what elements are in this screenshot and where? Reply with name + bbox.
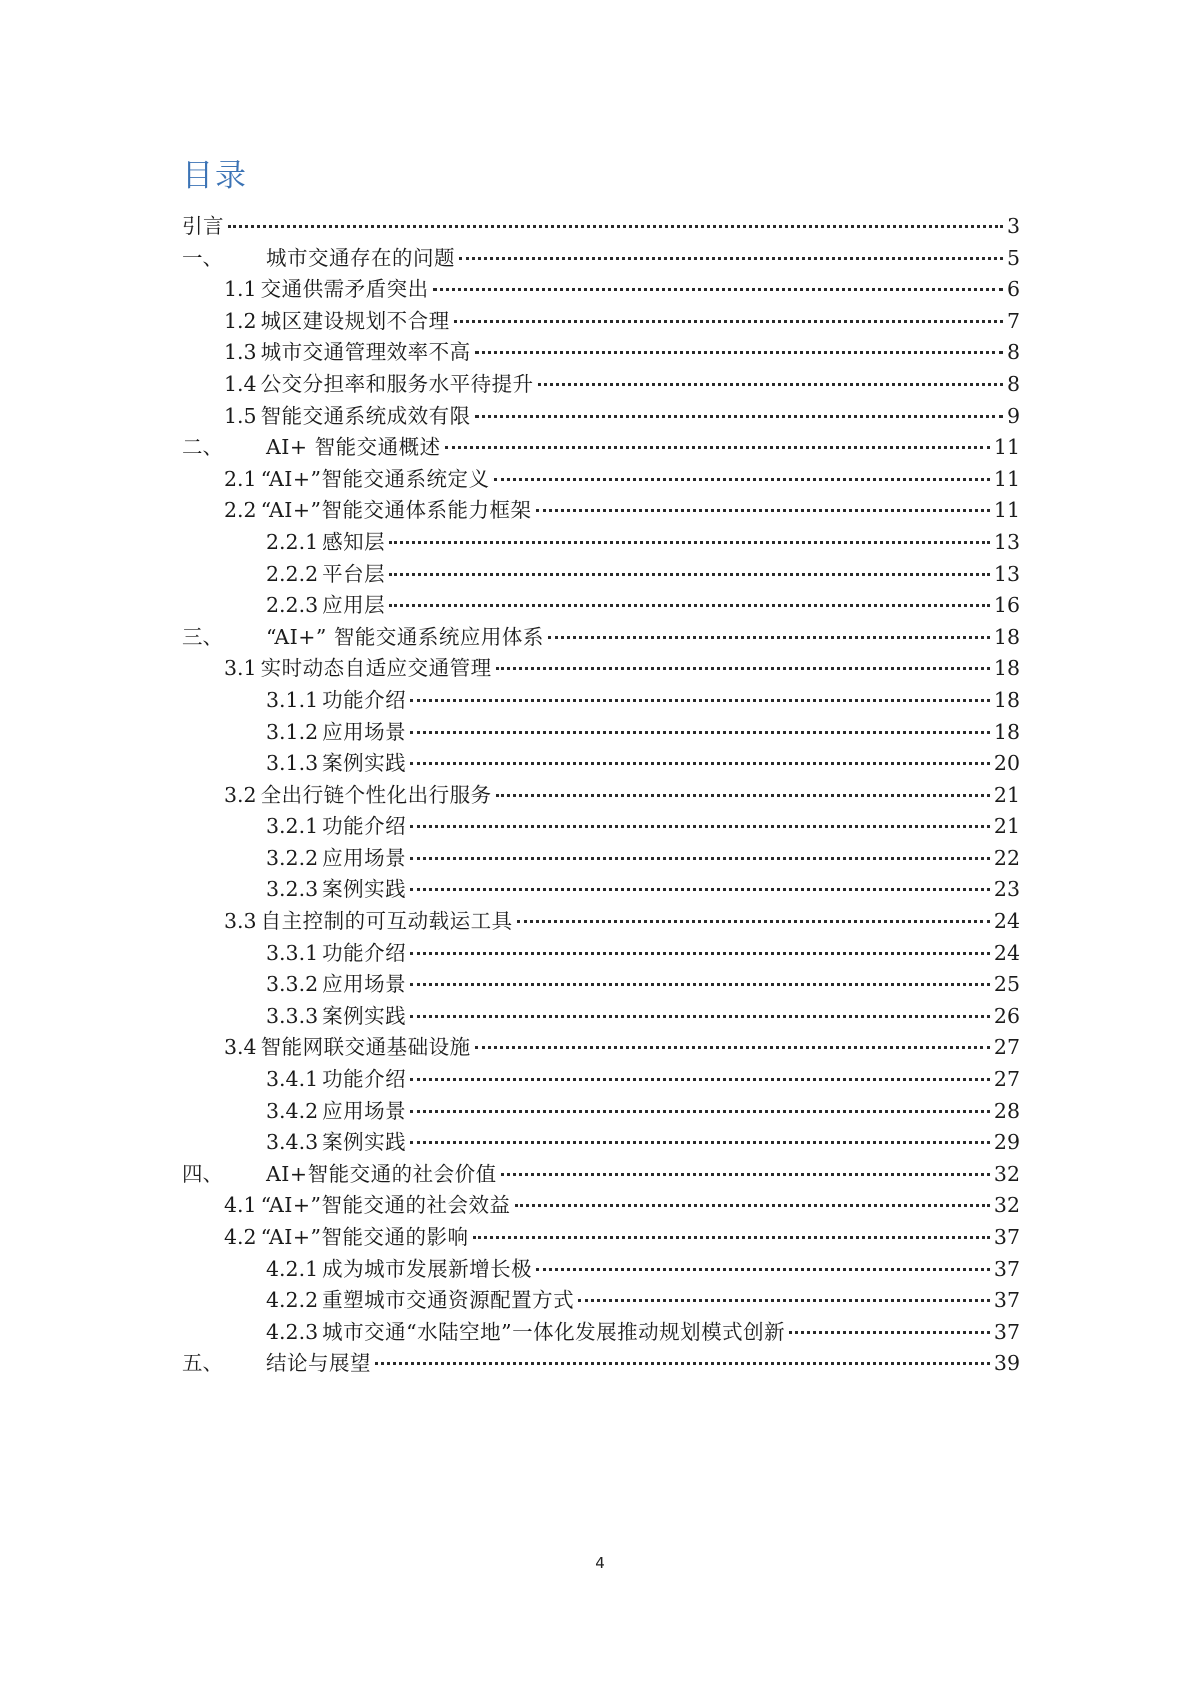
toc-entry[interactable] [182, 780, 1020, 812]
toc-entry-number: 1.5 [224, 403, 257, 428]
toc-entry-page: 11 [993, 498, 1020, 523]
toc-entry-page: 20 [993, 751, 1020, 776]
toc-entry-page: 25 [993, 972, 1020, 997]
toc-entry-number: 三、 [182, 624, 223, 649]
toc-entry-title: 结论与展望 [266, 1351, 371, 1376]
toc-entry-page: 5 [1006, 245, 1020, 270]
dot-leader [789, 1331, 990, 1334]
toc-entry[interactable] [182, 464, 1020, 496]
toc-entry[interactable] [182, 1064, 1020, 1096]
dot-leader [496, 667, 990, 670]
toc-entry-number: 2.2.1 [266, 529, 319, 554]
toc-entry-page: 7 [1006, 308, 1020, 333]
toc-entry-title: 公交分担率和服务水平待提升 [260, 371, 534, 396]
dot-leader [410, 983, 990, 986]
dot-leader [454, 320, 1003, 323]
toc-entry[interactable] [182, 938, 1020, 970]
dot-leader [517, 920, 990, 923]
toc-entry-title: 城市交通存在的问题 [266, 245, 455, 270]
toc-entry[interactable] [182, 622, 1020, 654]
toc-entry-number: 3.3 [224, 909, 257, 934]
toc-entry[interactable] [182, 1032, 1020, 1064]
toc-entry-title: 功能介绍 [322, 687, 407, 712]
toc-entry-title: 案例实践 [322, 751, 407, 776]
toc-entry-title: 功能介绍 [322, 814, 407, 839]
dot-leader [389, 573, 990, 576]
toc-entry[interactable] [182, 1127, 1020, 1159]
dot-leader [475, 351, 1003, 354]
toc-entry-number: 3.4.2 [266, 1098, 319, 1123]
toc-entry-title: 重塑城市交通资源配置方式 [322, 1288, 575, 1313]
toc-entry-page: 32 [993, 1161, 1020, 1186]
dot-leader [410, 699, 990, 702]
toc-entry-title: AI+智能交通的社会价值 [266, 1161, 497, 1186]
toc-entry-title: 智能网联交通基础设施 [260, 1035, 471, 1060]
dot-leader [459, 257, 1003, 260]
toc-heading: 目录 [182, 158, 248, 194]
toc-entry-page: 21 [993, 782, 1020, 807]
toc-entry-title: 城区建设规划不合理 [260, 308, 450, 333]
dot-leader [538, 383, 1003, 386]
dot-leader [410, 1078, 990, 1081]
toc-entry[interactable] [182, 685, 1020, 717]
toc-entry-page: 9 [1006, 403, 1020, 428]
toc-entry-number: 4.2.1 [266, 1256, 319, 1281]
toc-entry-page: 37 [993, 1319, 1020, 1344]
toc-entry-number: 1.4 [224, 371, 257, 396]
toc-entry-number: 4.2.2 [266, 1288, 319, 1313]
toc-entry-number: 3.2.1 [266, 814, 319, 839]
toc-entry-title: 案例实践 [322, 877, 407, 902]
toc-entry-number: 一、 [182, 245, 223, 270]
toc-entry-title: 功能介绍 [322, 940, 407, 965]
dot-leader [496, 794, 990, 797]
toc-entry-title: “AI+” 智能交通系统应用体系 [266, 624, 544, 649]
toc-entry[interactable] [182, 717, 1020, 749]
toc-entry-page: 37 [993, 1288, 1020, 1313]
toc-entry[interactable] [182, 1222, 1020, 1254]
toc-entry-page: 16 [993, 593, 1020, 618]
toc-entry-number: 2.2.2 [266, 561, 319, 586]
toc-entry[interactable] [182, 1159, 1020, 1191]
toc-entry[interactable] [182, 1190, 1020, 1222]
toc-entry-page: 28 [993, 1098, 1020, 1123]
toc-entry-number: 3.1.1 [266, 687, 319, 712]
toc-entry[interactable] [182, 590, 1020, 622]
toc-entry-title: 自主控制的可互动载运工具 [260, 909, 513, 934]
toc-entry[interactable] [182, 337, 1020, 369]
toc-entry-page: 11 [993, 435, 1020, 460]
toc-entry[interactable] [182, 748, 1020, 780]
toc-entry-number: 3.3.3 [266, 1003, 319, 1028]
dot-leader [410, 952, 990, 955]
toc-entry-page: 18 [993, 624, 1020, 649]
dot-leader [410, 731, 990, 734]
toc-entry-title: “AI+”智能交通系统定义 [260, 466, 490, 491]
toc-entry-page: 27 [993, 1035, 1020, 1060]
dot-leader [410, 857, 990, 860]
toc-entry[interactable] [182, 211, 1020, 243]
toc-entry[interactable] [182, 874, 1020, 906]
dot-leader [536, 1268, 990, 1271]
toc-entry-number: 4.1 [224, 1193, 257, 1218]
dot-leader [410, 1015, 990, 1018]
toc-entry-page: 32 [993, 1193, 1020, 1218]
toc-entry-number: 2.2 [224, 498, 257, 523]
toc-entry-number: 3.2.3 [266, 877, 319, 902]
toc-entry-page: 21 [993, 814, 1020, 839]
toc-entry-number: 3.3.2 [266, 972, 319, 997]
dot-leader [578, 1299, 990, 1302]
toc-entry-page: 13 [993, 529, 1020, 554]
toc-entry-number: 1.2 [224, 308, 257, 333]
toc-entry-title: 案例实践 [322, 1003, 407, 1028]
page-number: 4 [595, 1554, 605, 1572]
toc-entry[interactable] [182, 306, 1020, 338]
toc-entry-page: 24 [993, 940, 1020, 965]
toc-entry[interactable] [182, 653, 1020, 685]
toc-entry-number: 四、 [182, 1161, 223, 1186]
toc-entry-page: 18 [993, 687, 1020, 712]
toc-entry[interactable] [182, 1096, 1020, 1128]
toc-entry-page: 13 [993, 561, 1020, 586]
toc-entry[interactable] [182, 1001, 1020, 1033]
toc-entry-number: 3.1.2 [266, 719, 319, 744]
toc-entry[interactable] [182, 495, 1020, 527]
toc-entry[interactable] [182, 401, 1020, 433]
toc-entry-title: 城市交通“水陆空地”一体化发展推动规划模式创新 [322, 1319, 786, 1344]
dot-leader [475, 1046, 990, 1049]
toc-entry-page: 11 [993, 466, 1020, 491]
dot-leader [475, 415, 1003, 418]
dot-leader [389, 541, 990, 544]
toc-entry-number: 2.1 [224, 466, 257, 491]
toc-entry-number: 3.2 [224, 782, 257, 807]
toc-entry-title: 应用场景 [322, 1098, 407, 1123]
toc-entry-title: 成为城市发展新增长极 [322, 1256, 533, 1281]
toc-entry-title: 平台层 [322, 561, 386, 586]
toc-entry-number: 3.3.1 [266, 940, 319, 965]
dot-leader [548, 636, 990, 639]
toc-entry-number: 3.2.2 [266, 845, 319, 870]
dot-leader [536, 509, 990, 512]
toc-entry[interactable] [182, 369, 1020, 401]
toc-entry-number: 3.1.3 [266, 751, 319, 776]
toc-entry-title: “AI+”智能交通的影响 [260, 1225, 469, 1249]
dot-leader [473, 1236, 990, 1239]
toc-entry-title: 引言 [182, 214, 224, 238]
toc-entry-page: 18 [993, 656, 1020, 681]
toc-entry-page: 18 [993, 719, 1020, 744]
toc-entry-page: 37 [993, 1225, 1020, 1249]
dot-leader [501, 1173, 990, 1176]
toc-entry[interactable] [182, 243, 1020, 275]
toc-entry-title: 应用场景 [322, 972, 407, 997]
toc-entry-page: 6 [1006, 277, 1020, 302]
toc-entry-page: 23 [993, 877, 1020, 902]
toc-entry[interactable] [182, 559, 1020, 591]
dot-leader [389, 604, 990, 607]
toc-entry-number: 3.4.3 [266, 1130, 319, 1155]
toc-entry-title: 应用场景 [322, 719, 407, 744]
toc-entry-title: 应用场景 [322, 845, 407, 870]
toc-entry[interactable] [182, 274, 1020, 306]
toc-entry-page: 26 [993, 1003, 1020, 1028]
dot-leader [494, 478, 990, 481]
table-of-contents [182, 211, 1020, 1380]
toc-entry-page: 8 [1006, 340, 1020, 365]
toc-entry-title: AI+ 智能交通概述 [266, 435, 441, 460]
toc-entry-page: 8 [1006, 371, 1020, 396]
toc-entry-page: 39 [993, 1351, 1020, 1376]
toc-entry-number: 3.1 [224, 656, 257, 681]
dot-leader [375, 1362, 990, 1365]
toc-entry-page: 22 [993, 845, 1020, 870]
toc-entry[interactable] [182, 811, 1020, 843]
toc-entry-number: 五、 [182, 1351, 223, 1376]
dot-leader [410, 888, 990, 891]
dot-leader [410, 762, 990, 765]
toc-entry-title: “AI+”智能交通的社会效益 [260, 1193, 511, 1218]
dot-leader [410, 1110, 990, 1113]
toc-entry-title: 全出行链个性化出行服务 [260, 782, 492, 807]
toc-entry-number: 4.2 [224, 1225, 257, 1249]
toc-entry[interactable] [182, 1348, 1020, 1380]
toc-entry-page: 37 [993, 1256, 1020, 1281]
dot-leader [445, 446, 990, 449]
dot-leader [515, 1204, 990, 1207]
toc-entry-page: 27 [993, 1067, 1020, 1092]
toc-entry-page: 29 [993, 1130, 1020, 1155]
toc-entry[interactable] [182, 1285, 1020, 1317]
toc-entry-number: 1.1 [224, 277, 257, 302]
toc-entry-page: 3 [1006, 214, 1020, 238]
dot-leader [228, 225, 1003, 228]
toc-entry-number: 2.2.3 [266, 593, 319, 618]
dot-leader [433, 288, 1003, 291]
toc-entry[interactable] [182, 843, 1020, 875]
toc-entry-number: 二、 [182, 435, 223, 460]
toc-entry-number: 4.2.3 [266, 1319, 319, 1344]
toc-entry-page: 24 [993, 909, 1020, 934]
toc-entry-title: 实时动态自适应交通管理 [260, 656, 492, 681]
toc-entry[interactable] [182, 1254, 1020, 1286]
toc-entry-number: 1.3 [224, 340, 257, 365]
dot-leader [410, 1141, 990, 1144]
toc-entry[interactable] [182, 527, 1020, 559]
toc-entry[interactable] [182, 1317, 1020, 1349]
toc-entry-title: 案例实践 [322, 1130, 407, 1155]
toc-entry[interactable] [182, 432, 1020, 464]
toc-entry-number: 3.4.1 [266, 1067, 319, 1092]
toc-entry-title: 功能介绍 [322, 1067, 407, 1092]
toc-entry[interactable] [182, 906, 1020, 938]
toc-entry-title: 城市交通管理效率不高 [260, 340, 471, 365]
toc-entry-title: 应用层 [322, 593, 386, 618]
toc-entry-title: 感知层 [322, 529, 386, 554]
toc-entry[interactable] [182, 969, 1020, 1001]
toc-entry-number: 3.4 [224, 1035, 257, 1060]
toc-entry-title: 交通供需矛盾突出 [260, 277, 429, 302]
dot-leader [410, 825, 990, 828]
toc-entry-title: 智能交通系统成效有限 [260, 403, 471, 428]
toc-entry-title: “AI+”智能交通体系能力框架 [260, 498, 532, 523]
